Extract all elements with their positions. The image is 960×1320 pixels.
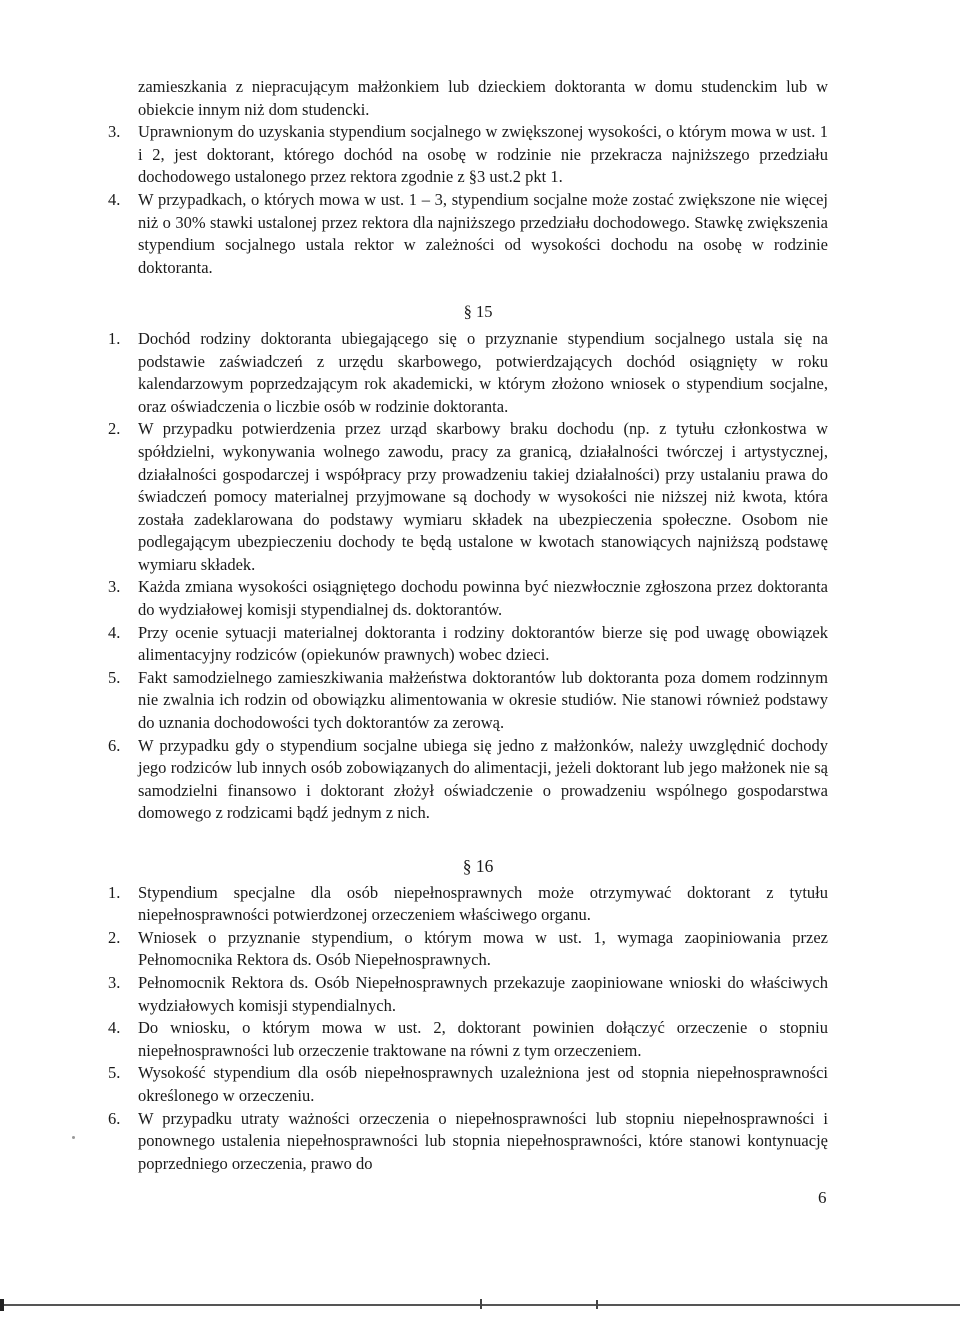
footer-tick bbox=[596, 1300, 598, 1309]
list-item bbox=[108, 121, 828, 189]
continuation-paragraph: zamieszkania z niepracującym małżonkiem lub dzieckiem doktoranta w domu studenckim lub w obiekcie innym niż dom studencki. bbox=[138, 77, 828, 119]
list-item bbox=[108, 328, 828, 418]
item-text: Każda zmiana wysokości osiągniętego dochodu powinna być niezwłocznie zgłoszona przez doktoranta do wydziałowej komisji stypendialnej ds. doktorantów. bbox=[138, 577, 828, 620]
list-item bbox=[108, 735, 828, 825]
item-number: 1. bbox=[108, 882, 121, 902]
item-text: Pełnomocnik Rektora ds. Osób Niepełnosprawnych przekazuje zaopiniowane wnioski do właściwych wydziałowych komisji stypendialnych. bbox=[138, 972, 828, 1015]
item-number: 5. bbox=[108, 667, 121, 687]
list-item bbox=[108, 1017, 828, 1062]
footer-tick bbox=[480, 1299, 482, 1309]
item-number: 6. bbox=[108, 1108, 121, 1128]
item-text: Uprawnionym do uzyskania stypendium socjalnego w zwiększonej wysokości, o którym mowa w ust. 1 i 2, jest doktorant, którego dochód na osobę w rodzinie nie przekracza najniższego przedziału dochodowego ustalonego przez rektora zgodnie z §3 ust.2 pkt 1. bbox=[138, 122, 828, 187]
item-number: 2. bbox=[108, 927, 121, 947]
item-text: Fakt samodzielnego zamieszkiwania małżeństwa doktorantów lub doktoranta poza domem rodzinnym nie zwalnia ich rodzin od obowiązku alimentowania w okresie studiów. Nie stanowi również podstawy do uznania dochodowości tych doktorantów za zerową. bbox=[138, 667, 828, 733]
item-text: Wniosek o przyznanie stypendium, o którym mowa w ust. 1, wymaga zaopiniowania przez Pełnomocnika Rektora ds. Osób Niepełnosprawnych. bbox=[138, 927, 828, 970]
item-number: 4. bbox=[108, 1018, 121, 1038]
section-heading-16: § 16 bbox=[462, 856, 494, 876]
item-text: Dochód rodziny doktoranta ubiegającego się o przyznanie stypendium socjalnego ustala się na podstawie zaświadczeń z urzędu skarbowego, potwierdzających dochód osiągnięty w roku kalendarzowym poprzedzającym rok akademicki, w którym złożono wniosek o stypendium socjalne, oraz oświadczenia o liczbie osób w rodzinie doktoranta. bbox=[138, 328, 828, 416]
item-text: W przypadkach, o których mowa w ust. 1 – 3, stypendium socjalne może zostać zwiększone nie więcej niż o 30% stawki ustalonej przez rektora dla najniższego przedziału dochodowego. Stawkę zwiększenia stypendium socjalnego ustala rektor w zależności od wysokości dochodu na osobę w rodzinie doktoranta. bbox=[138, 189, 828, 277]
list-item bbox=[108, 927, 828, 972]
list-item bbox=[108, 1108, 828, 1176]
item-number: 3. bbox=[108, 122, 121, 142]
list-item bbox=[108, 576, 828, 621]
item-text: W przypadku gdy o stypendium socjalne ubiega się jedno z małżonków, należy uwzględnić dochody jego rodziców lub innych osób zobowiązanych do alimentacji, jeżeli doktorant lub jego małżonek nie są samodzielni finansowo i doktorant złożył oświadczenie o prowadzeniu wspólnego gospodarstwa domowego z rodzicami bądź jednym z nich. bbox=[138, 735, 828, 823]
item-number: 5. bbox=[108, 1063, 121, 1083]
item-text: Do wniosku, o którym mowa w ust. 2, doktorant powinien dołączyć orzeczenie o stopniu niepełnosprawności lub orzeczenie traktowane na równi z tym orzeczeniem. bbox=[138, 1018, 828, 1060]
document-body bbox=[108, 76, 828, 1175]
scan-speck bbox=[72, 1136, 75, 1139]
item-number: 1. bbox=[108, 328, 121, 348]
item-text: Wysokość stypendium dla osób niepełnosprawnych uzależniona jest od stopnia niepełnosprawności określonego w orzeczeniu. bbox=[138, 1063, 828, 1105]
list-item bbox=[108, 1062, 828, 1107]
list-item bbox=[108, 882, 828, 927]
item-number: 6. bbox=[108, 735, 121, 755]
list-item bbox=[108, 418, 828, 576]
list-item bbox=[108, 667, 828, 735]
list-item bbox=[108, 622, 828, 667]
item-number: 3. bbox=[108, 577, 121, 597]
section-heading-15: § 15 bbox=[463, 302, 493, 322]
item-text: W przypadku utraty ważności orzeczenia o niepełnosprawności lub stopniu niepełnosprawności i ponownego ustalenia niepełnosprawności lub stopnia niepełnosprawności, które stanowi kontynuację poprzedniego orzeczenia, prawo do bbox=[138, 1108, 828, 1173]
item-number: 2. bbox=[108, 419, 121, 439]
item-number: 4. bbox=[108, 189, 121, 209]
page-number: 6 bbox=[818, 1188, 827, 1207]
item-text: Przy ocenie sytuacji materialnej doktoranta i rodziny doktorantów bierze się pod uwagę obowiązek alimentacyjny rodziców (opiekunów prawnych) wobec dzieci. bbox=[138, 622, 828, 665]
item-text: W przypadku potwierdzenia przez urząd skarbowy braku dochodu (np. z tytułu członkostwa w spółdzielni, wykonywania wolnego zawodu, pracy za granicą, działalności twórczej i artystycznej, działalności gospodarczej i współpracy przy prowadzeniu takiej działalności) przy ustalaniu prawa do świadczeń pomocy materialnej przyjmowane są dochody w wysokości nie niższej niż kwota, która została zadeklarowana do podstawy wymiaru składek na ubezpieczenia społeczne. Osobom nie podlegającym ubezpieczeniu dochody te będą ustalone w kwotach stanowiących najniższą podstawę wymiaru składek. bbox=[138, 419, 828, 574]
list-item bbox=[108, 189, 828, 279]
item-number: 3. bbox=[108, 972, 121, 992]
footer-tick bbox=[0, 1299, 4, 1311]
item-text: Stypendium specjalne dla osób niepełnosprawnych może otrzymywać doktorant z tytułu niepełnosprawności potwierdzonej orzeczeniem właściwego organu. bbox=[138, 882, 828, 925]
list-item bbox=[108, 972, 828, 1017]
item-number: 4. bbox=[108, 622, 121, 642]
